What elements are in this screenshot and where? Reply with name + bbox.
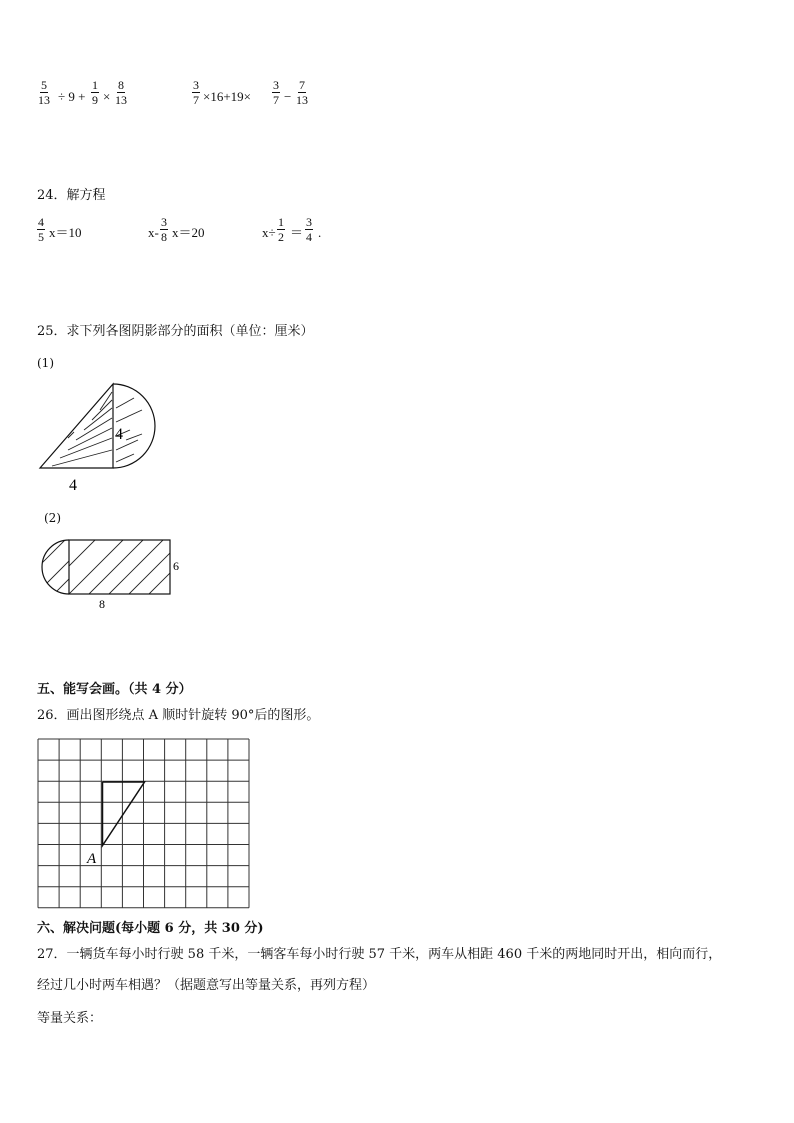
equation-text: x÷ (262, 225, 276, 240)
fraction: $\frac{8}{13}$ (115, 78, 127, 107)
equation-text: x- (148, 225, 159, 240)
rotation-grid (36, 736, 258, 914)
equation-text: x＝20 (172, 225, 205, 240)
dim-height-label: 6 (173, 559, 179, 573)
operator-text: − (284, 89, 292, 104)
figure-2-rectangle-semicircle (34, 536, 194, 616)
grid-lines (38, 739, 249, 908)
fraction: $\frac{3}{7}$ (193, 78, 199, 107)
fraction: $\frac{4}{5}$ (38, 215, 44, 244)
fraction: $\frac{7}{13}$ (296, 78, 308, 107)
question-24-title: 24．解方程 (37, 188, 106, 203)
fraction: $\frac{1}{2}$ (278, 215, 284, 244)
fraction: $\frac{3}{4}$ (306, 215, 312, 244)
fraction: $\frac{5}{13}$ (38, 78, 50, 107)
operator-text: × (103, 89, 111, 104)
figure-1-label: (1) (37, 356, 54, 370)
question-25-title: 25．求下列各图阴影部分的面积（单位：厘米） (37, 324, 314, 339)
question-27-line-1: 27．一辆货车每小时行驶 58 千米，一辆客车每小时行驶 57 千米，两车从相距 460 千米的两地同时开出，相向而行， (37, 947, 722, 962)
question-27-line-2: 经过几小时两车相遇？（据题意写出等量关系，再列方程） (37, 978, 376, 993)
semicircle-outline (42, 540, 69, 594)
equation-text: . (318, 225, 322, 240)
operator-text: ×16+19× (203, 89, 251, 104)
dim-side-label: 4 (115, 426, 123, 443)
section-6-heading: 六、解决问题(每小题 6 分，共 30 分) (37, 921, 264, 936)
figure-1-triangle-semicircle (30, 378, 170, 498)
dim-width-label: 8 (99, 597, 105, 611)
equation-text: ＝ (290, 225, 304, 240)
section-5-heading: 五、能写会画。（共 4 分） (37, 682, 192, 697)
triangle-outline (40, 384, 113, 468)
fraction: $\frac{1}{9}$ (92, 78, 98, 107)
semicircle-hatch (39, 540, 69, 594)
equivalence-relation-label: 等量关系： (37, 1011, 103, 1026)
hatch-lines (52, 392, 112, 466)
question-26-title: 26．画出图形绕点 A 顺时针旋转 90°后的图形。 (37, 708, 320, 723)
fraction: $\frac{3}{7}$ (273, 78, 279, 107)
figure-2-label: (2) (44, 511, 61, 525)
equation-text: x＝10 (49, 225, 82, 240)
operator-text: ÷ 9 + (58, 89, 86, 104)
right-triangle-shape (103, 782, 145, 846)
dim-base-label: 4 (69, 477, 77, 494)
point-a-label: A (87, 851, 97, 867)
fraction: $\frac{3}{8}$ (161, 215, 167, 244)
